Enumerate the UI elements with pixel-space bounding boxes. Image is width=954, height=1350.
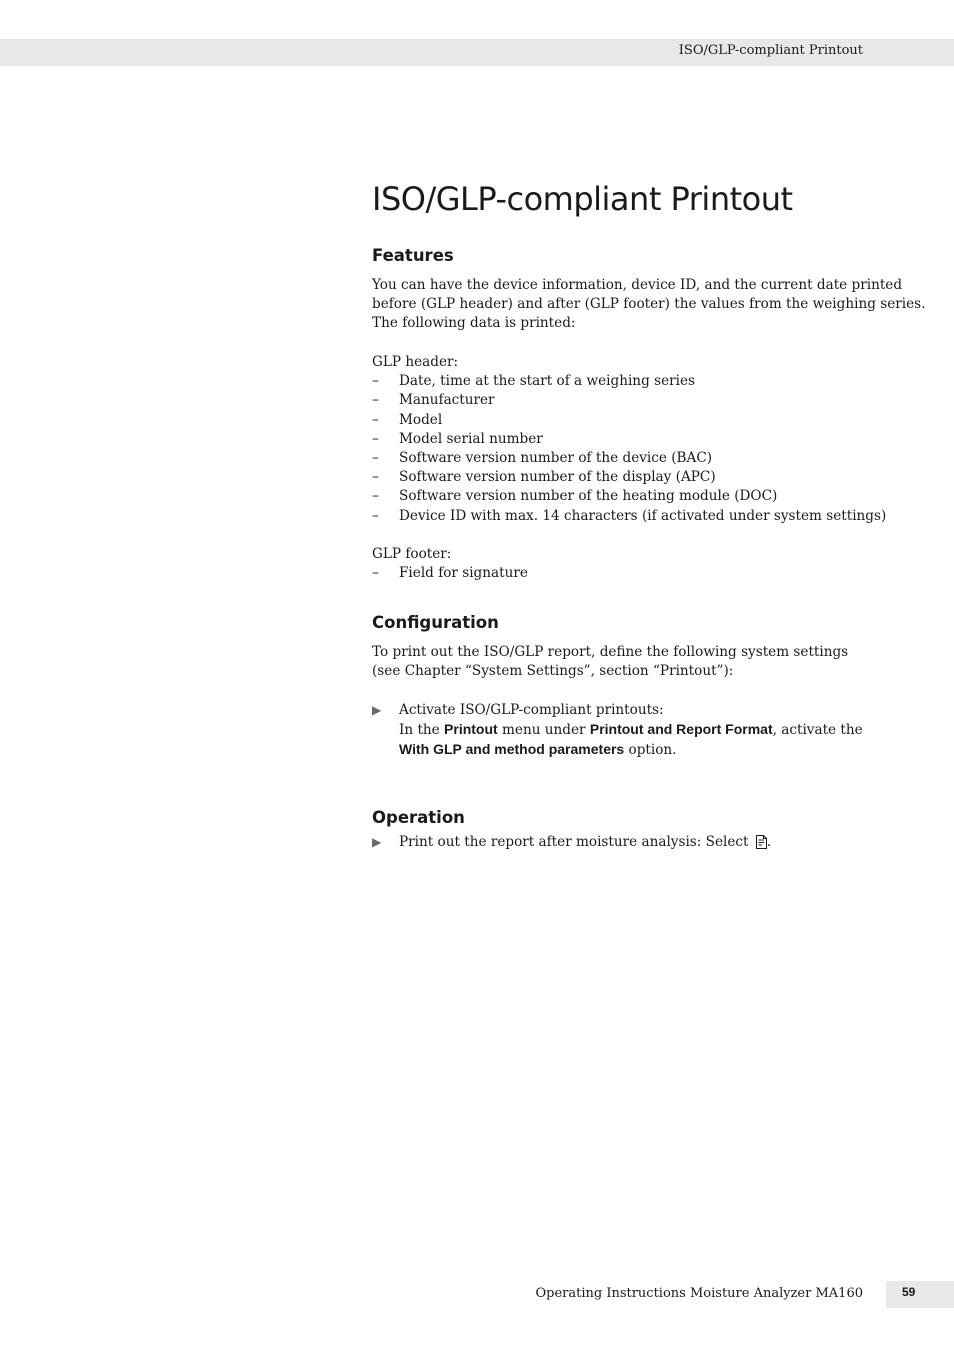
- list-item: [372, 372, 912, 391]
- running-header: ISO/GLP-compliant Printout: [678, 43, 863, 58]
- list-item-text: Manufacturer: [399, 392, 495, 409]
- dash-bullet: –: [372, 430, 379, 447]
- instruction-step: [372, 701, 912, 761]
- glp-header-label: GLP header:: [372, 354, 459, 370]
- arrow-icon: ▶: [372, 835, 382, 849]
- instruction-step: [372, 833, 912, 852]
- menu-name-printout-report-format: Printout and Report Format: [589, 721, 773, 738]
- step-text: .: [766, 834, 772, 850]
- features-intro-line: before (GLP header) and after (GLP footer) the values from the weighing series.: [372, 296, 926, 313]
- page-number: 59: [902, 1285, 916, 1299]
- features-intro-line: The following data is printed:: [372, 315, 576, 332]
- list-item-text: Date, time at the start of a weighing series: [399, 373, 695, 390]
- features-intro-line: You can have the device information, device ID, and the current date printed: [372, 277, 903, 293]
- dash-bullet: –: [372, 507, 379, 524]
- list-item-text: Model: [399, 411, 443, 428]
- glp-footer-section: [372, 545, 912, 583]
- dash-bullet: –: [372, 488, 379, 505]
- page-number-box: [886, 1281, 954, 1308]
- dash-bullet: –: [372, 565, 379, 582]
- step-text: Print out the report after moisture analysis: Select: [399, 834, 753, 850]
- page-title: ISO/GLP-compliant Printout: [372, 180, 793, 218]
- list-item: [372, 507, 912, 526]
- list-item-text: Field for signature: [399, 565, 528, 582]
- operation-step: [372, 833, 912, 852]
- step-text: option.: [624, 742, 677, 759]
- print-icon: [756, 835, 767, 849]
- step-text: In the: [399, 722, 445, 739]
- list-item: [372, 564, 912, 583]
- list-item-text: Software version number of the device (BAC): [399, 450, 713, 467]
- configuration-step: [372, 701, 912, 761]
- step-text: , activate the: [772, 722, 863, 739]
- dash-bullet: –: [372, 373, 379, 390]
- step-line: [399, 833, 912, 852]
- list-item: [372, 411, 912, 430]
- list-item: [372, 430, 912, 449]
- step-line: [399, 720, 912, 740]
- step-title: Activate ISO/GLP-compliant printouts:: [399, 702, 664, 718]
- dash-bullet: –: [372, 450, 379, 467]
- list-item: [372, 391, 912, 410]
- configuration-intro-line: (see Chapter “System Settings”, section “Printout”):: [372, 663, 734, 680]
- configuration-intro: [372, 643, 912, 681]
- step-line: [399, 740, 912, 760]
- configuration-heading: Configuration: [372, 613, 499, 632]
- footer-doc-title: Operating Instructions Moisture Analyzer MA160: [535, 1286, 863, 1301]
- list-item-text: Model serial number: [399, 430, 543, 447]
- list-item: [372, 487, 912, 506]
- list-item: [372, 449, 912, 468]
- glp-footer-label: GLP footer:: [372, 546, 452, 562]
- configuration-intro-line: To print out the ISO/GLP report, define the following system settings: [372, 644, 849, 660]
- option-name-glp: With GLP and method parameters: [399, 741, 625, 758]
- dash-bullet: –: [372, 469, 379, 486]
- list-item: [372, 468, 912, 487]
- arrow-icon: ▶: [372, 703, 382, 717]
- features-heading: Features: [372, 246, 454, 265]
- list-item-text: Device ID with max. 14 characters (if activated under system settings): [399, 507, 887, 524]
- list-item-text: Software version number of the display (APC): [399, 469, 716, 486]
- dash-bullet: –: [372, 411, 379, 428]
- glp-header-section: [372, 353, 912, 526]
- list-item-text: Software version number of the heating module (DOC): [399, 488, 778, 505]
- features-intro: [372, 276, 926, 334]
- operation-heading: Operation: [372, 808, 465, 827]
- step-text: menu under: [497, 722, 590, 739]
- menu-name-printout: Printout: [444, 721, 498, 738]
- dash-bullet: –: [372, 392, 379, 409]
